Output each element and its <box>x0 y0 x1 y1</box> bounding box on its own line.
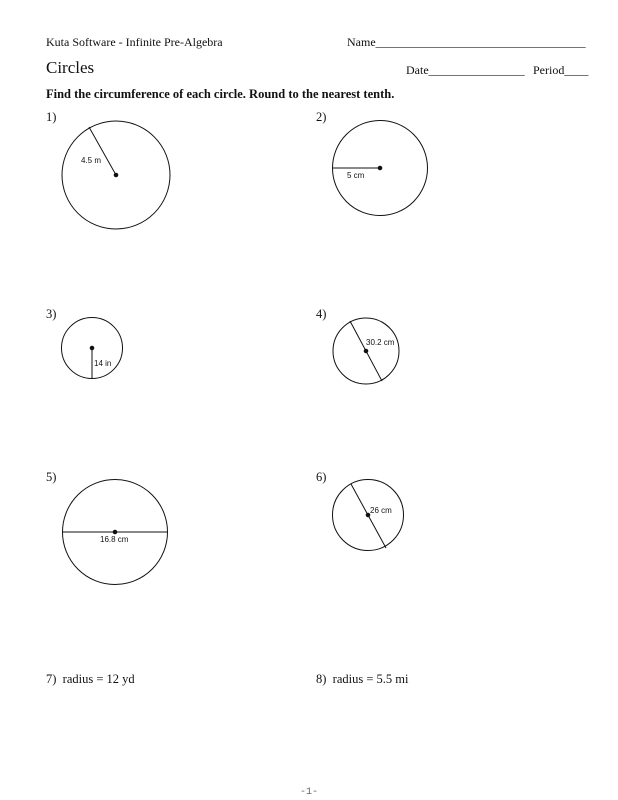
problem-1-number: 1) <box>46 110 57 124</box>
problem-8-text: radius = 5.5 mi <box>332 672 409 686</box>
problem-6-number: 6) <box>316 470 327 484</box>
name-field[interactable]: Name___________________________________ <box>347 35 586 49</box>
problem-8 <box>316 672 408 687</box>
publisher-label: Kuta Software - Infinite Pre-Algebra <box>46 35 223 49</box>
instructions: Find the circumference of each circle. Round to the nearest tenth. <box>46 87 395 101</box>
problem-7-text: radius = 12 yd <box>62 672 135 686</box>
center-point <box>114 173 118 177</box>
problem-3-number: 3) <box>46 307 57 321</box>
problem-4-figure <box>333 318 399 384</box>
worksheet-title: Circles <box>46 58 95 77</box>
problem-1-label: 4.5 m <box>81 156 102 165</box>
center-point <box>90 346 94 350</box>
problem-5-number: 5) <box>46 470 57 484</box>
problem-4-number: 4) <box>316 307 327 321</box>
problem-2-number: 2) <box>316 110 327 124</box>
problem-1-figure <box>62 121 170 229</box>
problem-2-figure <box>333 121 428 216</box>
problem-5-label: 16.8 cm <box>100 535 129 544</box>
period-field[interactable]: Period____ <box>533 63 589 77</box>
problem-3-label: 14 in <box>94 359 112 368</box>
problem-6-figure <box>333 480 404 551</box>
problem-8-number: 8) <box>316 672 327 686</box>
radius-line <box>89 127 116 175</box>
problem-3-figure <box>62 318 123 379</box>
problem-5-figure <box>63 480 168 585</box>
problem-2-label: 5 cm <box>347 171 365 180</box>
center-point <box>378 166 382 170</box>
problem-7 <box>46 672 135 687</box>
center-point <box>364 349 368 353</box>
problem-6-label: 26 cm <box>370 506 392 515</box>
problem-4-label: 30.2 cm <box>366 338 395 347</box>
page-number: -1- <box>300 787 319 798</box>
date-field[interactable]: Date________________ <box>406 63 525 77</box>
center-point <box>113 530 117 534</box>
problem-7-number: 7) <box>46 672 57 686</box>
